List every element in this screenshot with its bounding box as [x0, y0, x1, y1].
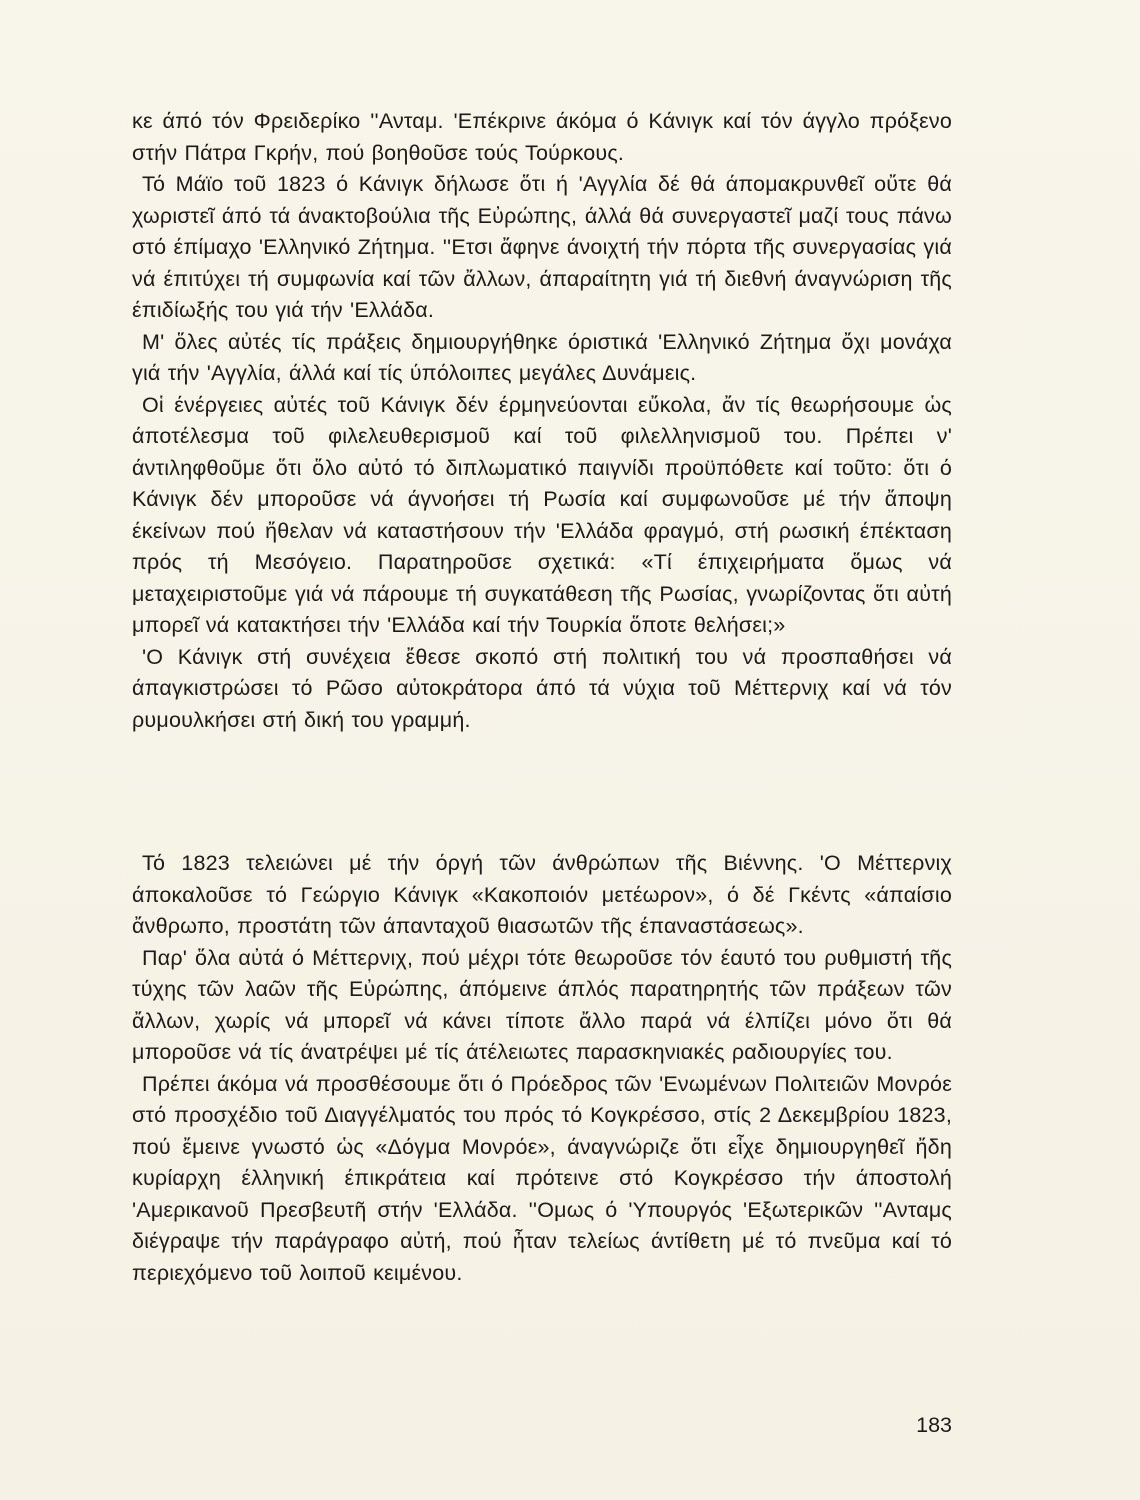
text-section-1 — [132, 106, 952, 736]
text-section-2 — [132, 848, 952, 1289]
paragraph: 'Ο Κάνιγκ στή συνέχεια ἔθεσε σκοπό στή πολιτική του νά προσπαθήσει νά άπαγκιστρώσει τό Ρῶσο αὐτοκράτορα άπό τά νύχια τοῦ Μέττερνιχ καί νά τόν ρυμουλκήσει στή δική του γραμμή. — [132, 644, 952, 732]
paragraph: Οἱ ένέργειες αὐτές τοῦ Κάνιγκ δέν έρμηνεύονται εὔκολα, ἄν τίς θεωρήσουμε ὡς άποτέλεσμα τοῦ φιλελευθερισμοῦ καί τοῦ φιλελληνισμοῦ του. Πρέπει ν' άντιληφθοῦμε ὅτι ὅλο αὐτό τό διπλωματικό παιγνίδι προϋπόθετε καί τοῦτο: ὅτι ό Κάνιγκ δέν μποροῦσε νά άγνοήσει τή Ρωσία καί συμφωνοῦσε μέ τήν ἄποψη έκείνων πού ἤθελαν νά καταστήσουν τήν 'Ελλάδα φραγμό, στή ρωσική έπέκταση πρός τή Μεσόγειο. Παρατηροῦσε σχετικά: «Τί έπιχειρήματα ὅμως νά μεταχειριστοῦμε γιά νά πάρουμε τή συγκατάθεση τῆς Ρωσίας, γνωρίζοντας ὅτι αὐτή μπορεῖ νά κατακτήσει τήν 'Ελλάδα καί τήν Τουρκία ὅποτε θελήσει;» — [132, 392, 952, 637]
paragraph: Πρέπει άκόμα νά προσθέσουμε ὅτι ό Πρόεδρος τῶν 'Ενωμένων Πολιτειῶν Μονρόε στό προσχέδιο τοῦ Διαγγέλματός του πρός τό Κογκρέσσο, στίς 2 Δεκεμβρίου 1823, πού ἔμεινε γνωστό ὡς «Δόγμα Μονρόε», άναγνώριζε ὅτι εἶχε δημιουργηθεῖ ἤδη κυρίαρχη έλληνική έπικράτεια καί πρότεινε στό Κογκρέσσο τήν άποστολή 'Αμερικανοῦ Πρεσβευτῆ στήν 'Ελλάδα. ''Ομως ό 'Υπουργός 'Εξωτερικῶν ''Ανταμς διέγραψε τήν παράγραφο αὐτή, πού ἦταν τελείως άντίθετη μέ τό πνεῦμα καί τό περιεχόμενο τοῦ λοιποῦ κειμένου. — [132, 1071, 952, 1285]
paragraph: Τό Μάϊο τοῦ 1823 ό Κάνιγκ δήλωσε ὅτι ή 'Αγγλία δέ θά άπομακρυνθεῖ οὔτε θά χωριστεῖ άπό τά άνακτοβούλια τῆς Εὐρώπης, άλλά θά συνεργαστεῖ μαζί τους πάνω στό έπίμαχο 'Ελληνικό Ζήτημα. ''Ετσι ἄφηνε άνοιχτή τήν πόρτα τῆς συνεργασίας γιά νά έπιτύχει τή συμφωνία καί τῶν ἄλλων, άπαραίτητη γιά τή διεθνή άναγνώριση τῆς έπιδίωξής του γιά τήν 'Ελλάδα. — [132, 172, 952, 322]
paragraph: Τό 1823 τελειώνει μέ τήν όργή τῶν άνθρώπων τῆς Βιέννης. 'Ο Μέττερνιχ άποκαλοῦσε τό Γεώργιο Κάνιγκ «Κακοποιόν μετέωρον», ό δέ Γκέντς «άπαίσιο ἄνθρωπο, προστάτη τῶν άπανταχοῦ θιασωτῶν τῆς έπαναστάσεως». — [132, 851, 952, 938]
paragraph-continuation: κε άπό τόν Φρειδερίκο ''Ανταμ. 'Επέκρινε άκόμα ό Κάνιγκ καί τόν άγγλο πρόξενο στήν Πάτρα Γκρήν, πού βοηθοῦσε τούς Τούρκους. — [132, 109, 952, 165]
paragraph: Μ' ὅλες αὐτές τίς πράξεις δημιουργήθηκε όριστικά 'Ελληνικό Ζήτημα ὄχι μονάχα γιά τήν 'Αγγλία, άλλά καί τίς ύπόλοιπες μεγάλες Δυνάμεις. — [132, 329, 952, 385]
page-number: 183 — [916, 1413, 952, 1437]
paragraph: Παρ' ὅλα αὐτά ό Μέττερνιχ, πού μέχρι τότε θεωροῦσε τόν έαυτό του ρυθμιστή τῆς τύχης τῶν λαῶν τῆς Εὐρώπης, άπόμεινε άπλός παρατηρητής τῶν πράξεων τῶν ἄλλων, χωρίς νά μπορεῖ νά κάνει τίποτε ἄλλο παρά νά έλπίζει μόνο ὅτι θά μποροῦσε νά τίς άνατρέψει μέ τίς άτέλειωτες παρασκηνιακές ραδιουργίες του. — [132, 945, 952, 1064]
